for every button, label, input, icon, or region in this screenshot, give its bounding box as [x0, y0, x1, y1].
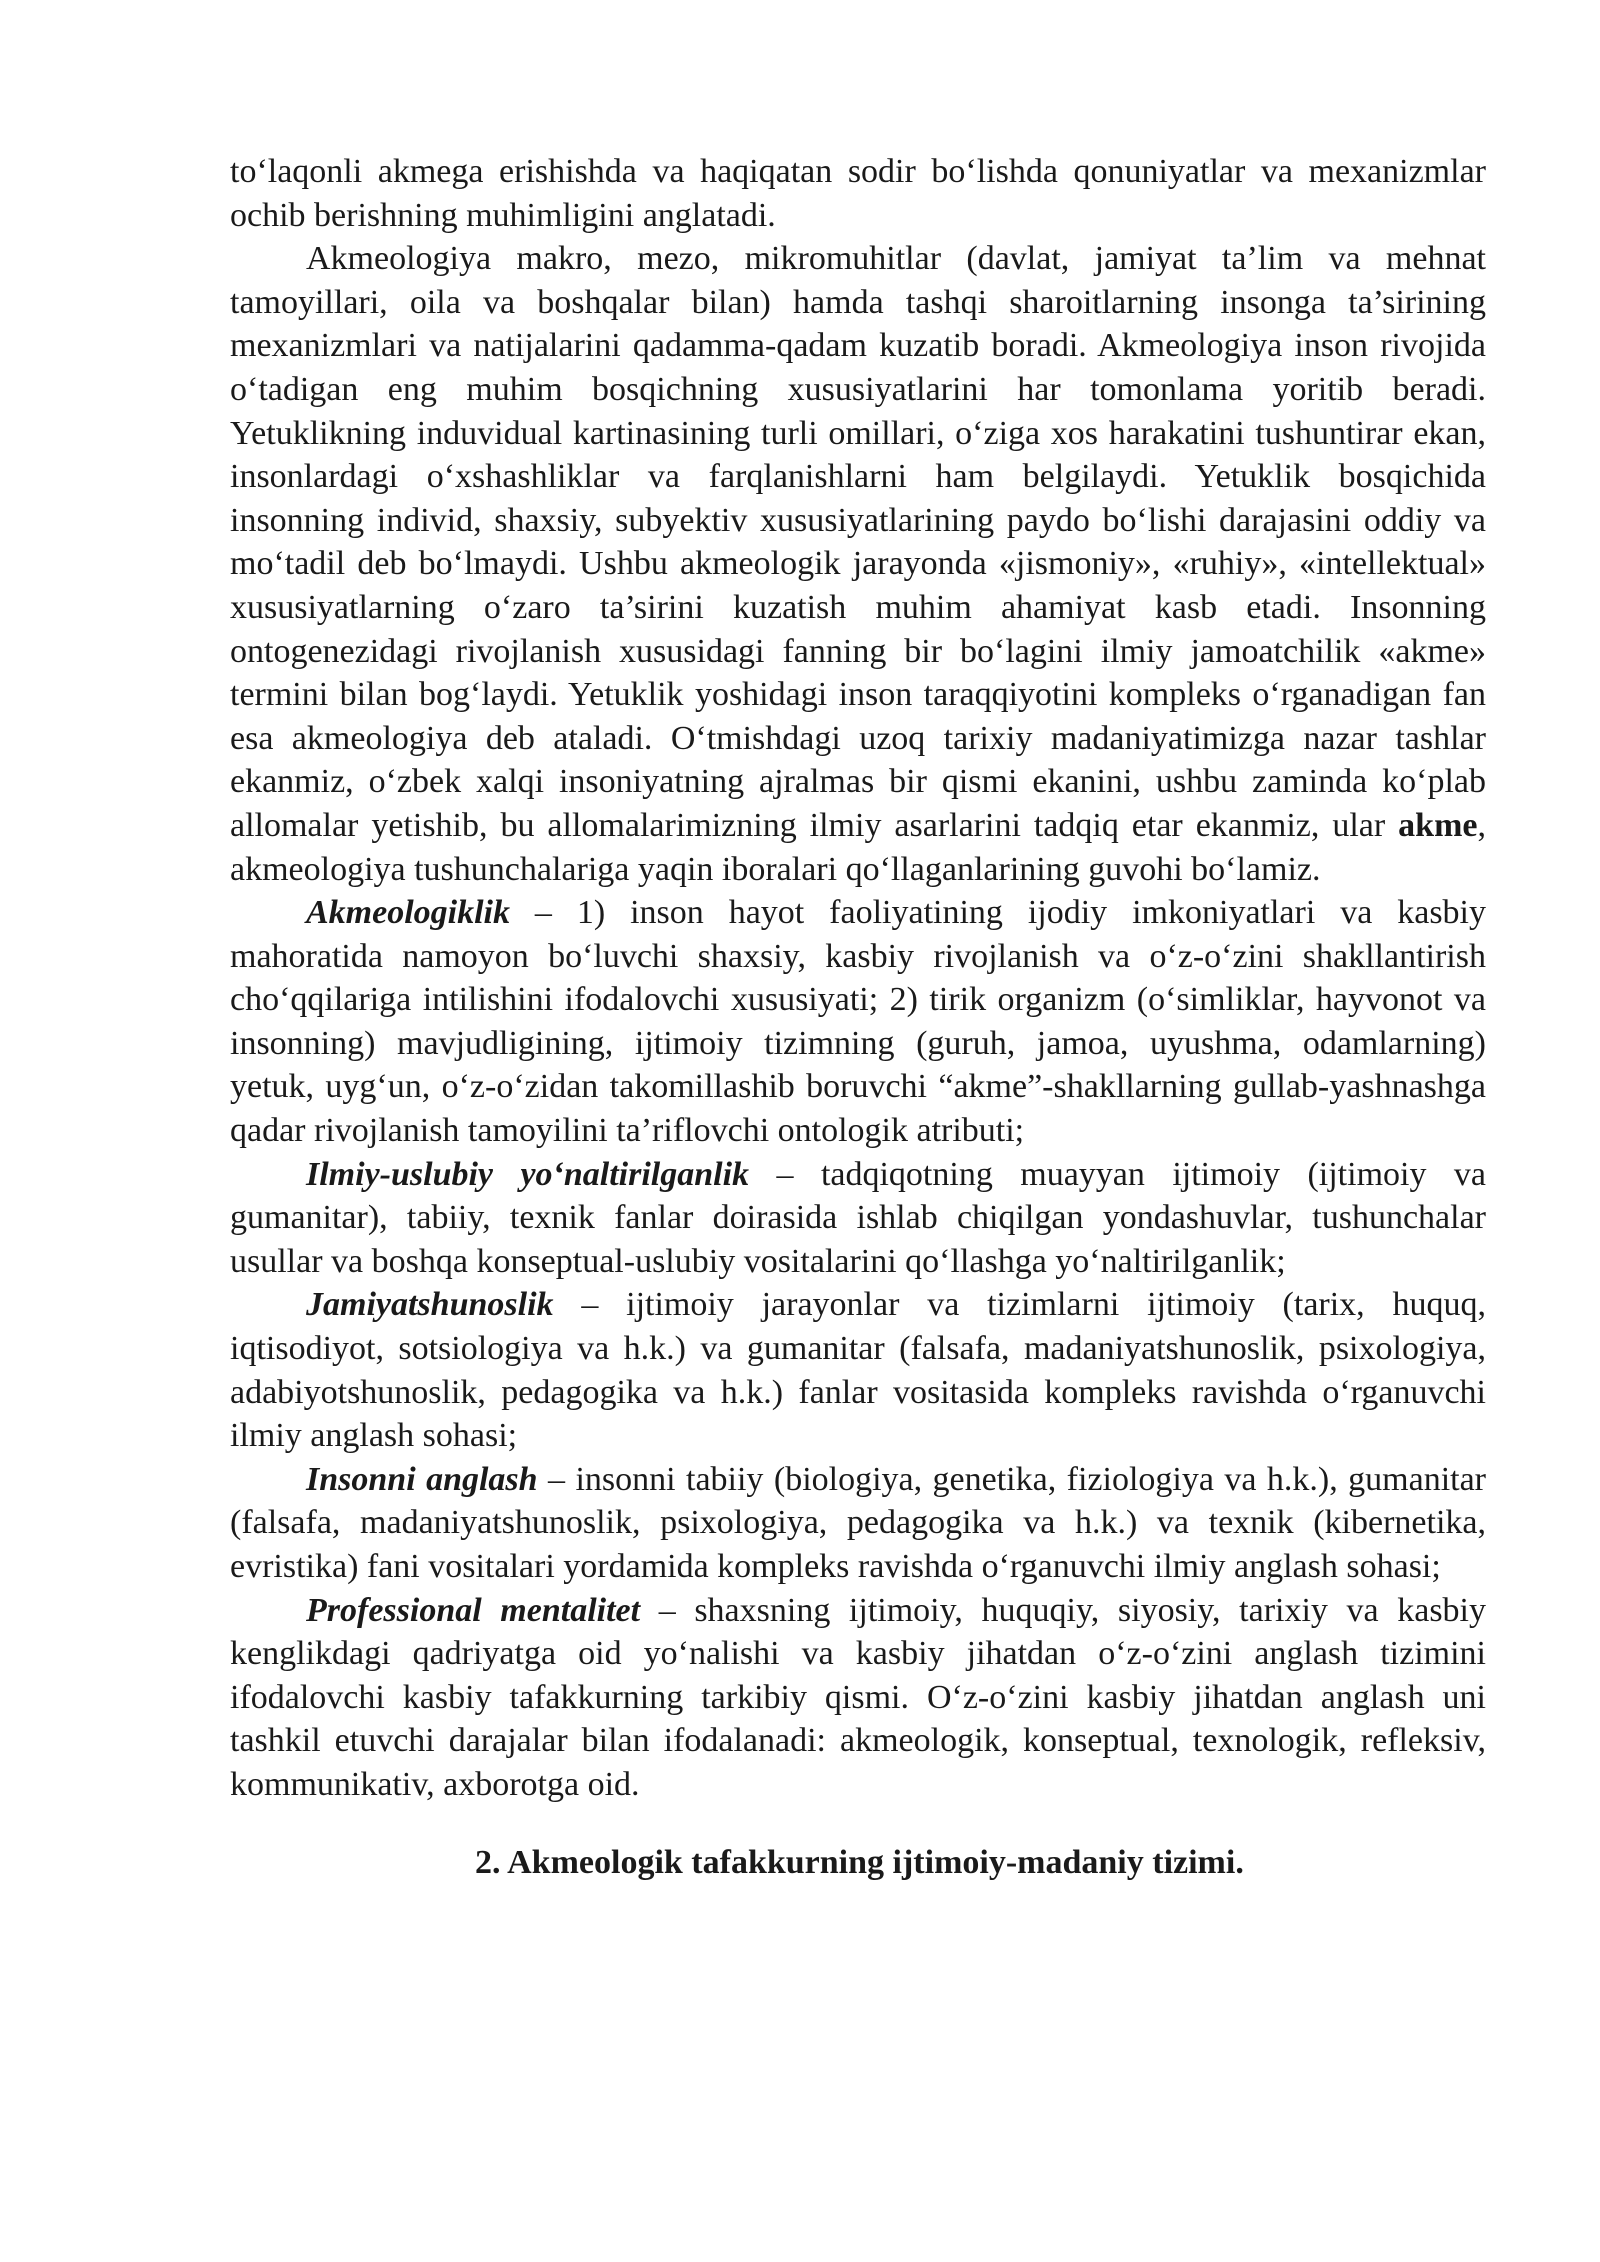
definition-insonni-anglash — [230, 1458, 1486, 1589]
paragraph-continuation: to‘laqonli akmega erishishda va haqiqatan sodir bo‘lishda qonuniyatlar va mexanizmlar ochib berishning muhimligini anglatadi. — [230, 153, 1486, 234]
definition-jamiyatshunoslik — [230, 1283, 1486, 1457]
bold-word-akme: akme — [1398, 806, 1478, 844]
definition-text: – tadqiqotning muayyan ijtimoiy (ijtimoiy va gumanitar), tabiiy, texnik fanlar doirasida ishlab chiqilgan yondashuvlar, tushunchalar usullar va boshqa konseptual-uslubiy vositalarini qo‘llashga yo‘naltirilganlik; — [230, 1155, 1487, 1280]
definition-professional-mentalitet — [230, 1589, 1486, 1807]
paragraph-text: Akmeologiya makro, mezo, mikromuhitlar (davlat, jamiyat ta’lim va mehnat tamoyillari, oila va boshqalar bilan) hamda tashqi sharoitlarning insonga ta’sirining mexanizmlari va natijalarini qadamma-qadam kuzatib boradi. Akmeologiya inson rivojida o‘tadigan eng muhim bosqichning xususiyatlarini har tomonlama yoritib beradi. Yetuklikning induvidual kartinasining turli omillari, o‘ziga xos harakatini tushuntirar ekan, insonlardagi o‘xshashliklar va farqlanishlarni ham belgilaydi. Yetuklik bosqichida insonning individ, shaxsiy, subyektiv xususiyatlarining paydo bo‘lishi darajasini oddiy va mo‘tadil deb bo‘lmaydi. Ushbu akmeologik jarayonda «jismoniy», «ruhiy», «intellektual» xususiyatlarning o‘zaro ta’sirini kuzatish muhim ahamiyat kasb etadi. Insonning ontogenezidagi rivojlanish xususidagi fanning bir bo‘lagini ilmiy jamoatchilik «akme» termini bilan bog‘laydi. Yetuklik yoshidagi inson taraqqiyotini kompleks o‘rganadigan fan esa akmeologiya deb ataladi. O‘tmishdagi uzoq tarixiy madaniyatimizga nazar tashlar ekanmiz, o‘zbek xalqi insoniyatning ajralmas bir qismi ekanini, ushbu zaminda ko‘plab allomalar yetishib, bu allomalarimizning ilmiy asarlarini tadqiq etar ekanmiz, ular — [230, 240, 1486, 844]
definition-term: Professional mentalitet — [306, 1591, 641, 1629]
definition-text: – 1) inson hayot faoliyatining ijodiy imkoniyatlari va kasbiy mahoratida namoyon bo‘luvchi shaxsiy, kasbiy rivojlanish va o‘z-o‘zini shakllantirish cho‘qqilariga intilishini ifodalovchi xususiyati; 2) tirik organizm (o‘simliklar, hayvonot va insonning) mavjudligining, ijtimoiy tizimning (guruh, jamoa, uyushma, odamlarning) yetuk, uyg‘un, o‘z-o‘zidan takomillashib boruvchi “akme”-shakllarning gullab-yashnashga qadar rivojlanish tamoyilini ta’riflovchi ontologik atributi; — [230, 894, 1486, 1150]
paragraph-akmeologiya — [230, 237, 1486, 891]
definition-text: – ijtimoiy jarayonlar va tizimlarni ijtimoiy (tarix, huquq, iqtisodiyot, sotsiologiya va h.k.) va gumanitar (falsafa, madaniyatshunoslik, psixologiya, adabiyotshunoslik, pedagogika va h.k.) fanlar vositasida kompleks ravishda o‘rganuvchi ilmiy anglash sohasi; — [230, 1286, 1486, 1455]
definition-term: Akmeologiklik — [306, 894, 510, 932]
definition-term: Insonni anglash — [306, 1460, 538, 1498]
definition-ilmiy-uslubiy — [230, 1153, 1486, 1284]
definition-text: – shaxsning ijtimoiy, huquqiy, siyosiy, tarixiy va kasbiy kenglikdagi qadriyatga oid yo‘nalishi va kasbiy jihatdan o‘z-o‘zini anglash tizimini ifodalovchi kasbiy tafakkurning tarkibiy qismi. O‘z-o‘zini kasbiy jihatdan anglash uni tashkil etuvchi darajalar bilan ifodalanadi: akmeologik, konseptual, texnologik, refleksiv, kommunikativ, axborotga oid. — [230, 1591, 1487, 1803]
definition-akmeologiklik — [230, 891, 1486, 1153]
section-heading: 2. Akmeologik tafakkurning ijtimoiy-madaniy tizimi. — [475, 1843, 1244, 1881]
definition-term: Ilmiy-uslubiy yo‘naltirilganlik — [306, 1155, 750, 1193]
document-page — [230, 150, 1486, 1884]
definition-text: – insonni tabiiy (biologiya, genetika, fiziologiya va h.k.), gumanitar (falsafa, madaniyatshunoslik, psixologiya, pedagogika va h.k.) va texnik (kibernetika, evristika) fani vositalari yordamida kompleks ravishda o‘rganuvchi ilmiy anglash sohasi; — [230, 1460, 1487, 1585]
paragraph-text-end: , akmeologiya tushunchalariga yaqin iboralari qo‘llaganlarining guvohi bo‘lamiz. — [230, 806, 1486, 888]
definition-term: Jamiyatshunoslik — [306, 1286, 554, 1324]
